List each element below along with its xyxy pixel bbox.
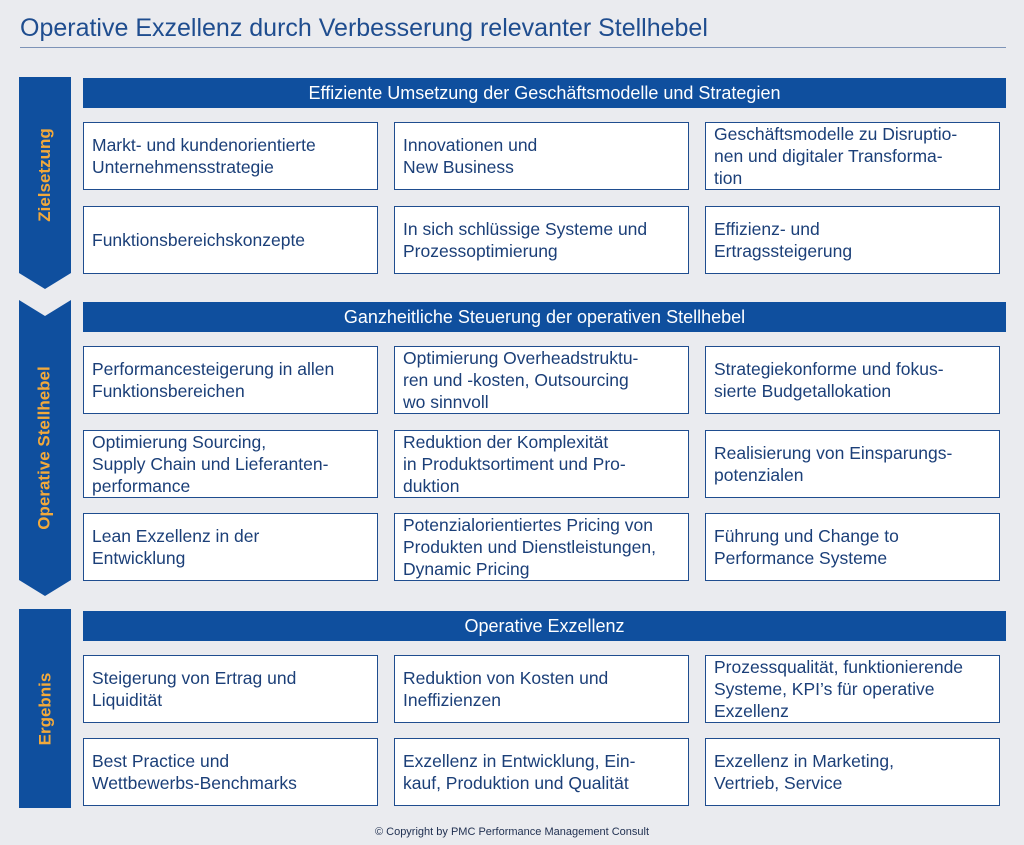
goal-box: [394, 206, 689, 274]
side-arrow-stellhebel: [19, 300, 71, 596]
box-text: Steigerung von Ertrag und Liquidität: [92, 668, 297, 710]
box-text: Prozessqualität, funktionierende Systeme, KPI’s für operative Exzellenz: [714, 657, 964, 721]
goal-box: [83, 122, 378, 190]
side-arrow-zielsetzung: [19, 77, 71, 289]
title-divider: [20, 47, 1006, 48]
lever-box: [705, 430, 1000, 498]
lever-box: [705, 513, 1000, 581]
goal-box: [705, 206, 1000, 274]
box-text: Exzellenz in Entwicklung, Ein- kauf, Produktion und Qualität: [403, 751, 636, 793]
result-box: [394, 655, 689, 723]
lever-box: [394, 513, 689, 581]
side-bar-ergebnis: [19, 609, 71, 808]
box-text: Reduktion von Kosten und Ineffizienzen: [403, 668, 609, 710]
box-text: Performancesteigerung in allen Funktionsbereichen: [92, 359, 335, 401]
goal-box: [705, 122, 1000, 190]
lever-box: [83, 430, 378, 498]
box-text: Führung und Change to Performance Systeme: [714, 526, 899, 568]
box-text: Best Practice und Wettbewerbs-Benchmarks: [92, 751, 297, 793]
result-box: [83, 655, 378, 723]
lever-box: [83, 346, 378, 414]
box-text: Funktionsbereichskonzepte: [92, 230, 306, 250]
goal-box: [83, 206, 378, 274]
lever-box: [83, 513, 378, 581]
box-text: Potenzialorientiertes Pricing von Produkten und Dienstleistungen, Dynamic Pricing: [403, 515, 656, 579]
box-text: In sich schlüssige Systeme und Prozessoptimierung: [403, 219, 648, 261]
box-text: Lean Exzellenz in der Entwicklung: [92, 526, 260, 568]
lever-box: [394, 346, 689, 414]
box-text: Markt- und kundenorientierte Unternehmensstrategie: [92, 135, 316, 177]
copyright-notice: © Copyright by PMC Performance Management Consult: [374, 826, 650, 838]
result-box: [705, 738, 1000, 806]
section-header-ergebnis: Operative Exzellenz: [83, 611, 1006, 641]
page-title: Operative Exzellenz durch Verbesserung relevanter Stellhebel: [20, 14, 708, 42]
side-label-stellhebel: Operative Stellhebel: [35, 366, 55, 530]
lever-box: [705, 346, 1000, 414]
box-text: Innovationen und New Business: [403, 135, 538, 177]
box-text: Optimierung Sourcing, Supply Chain und Lieferanten- performance: [92, 432, 329, 496]
side-label-ergebnis: Ergebnis: [35, 672, 54, 745]
box-text: Geschäftsmodelle zu Disruptio- nen und digitaler Transforma- tion: [714, 124, 958, 188]
section-header-ziele: Effiziente Umsetzung der Geschäftsmodelle und Strategien: [83, 78, 1006, 108]
lever-box: [394, 430, 689, 498]
box-text: Strategiekonforme und fokus- sierte Budgetallokation: [714, 359, 944, 401]
result-box: [705, 655, 1000, 723]
box-text: Exzellenz in Marketing, Vertrieb, Service: [714, 751, 894, 793]
result-box: [394, 738, 689, 806]
section-header-stellhebel: Ganzheitliche Steuerung der operativen Stellhebel: [83, 302, 1006, 332]
side-label-zielsetzung: Zielsetzung: [35, 128, 55, 222]
box-text: Effizienz- und Ertragssteigerung: [714, 219, 853, 261]
goal-box: [394, 122, 689, 190]
box-text: Realisierung von Einsparungs- potenzialen: [714, 443, 953, 485]
result-box: [83, 738, 378, 806]
box-text: Reduktion der Komplexität in Produktsortiment und Pro- duktion: [403, 432, 626, 496]
box-text: Optimierung Overheadstruktu- ren und -kosten, Outsourcing wo sinnvoll: [403, 348, 639, 412]
